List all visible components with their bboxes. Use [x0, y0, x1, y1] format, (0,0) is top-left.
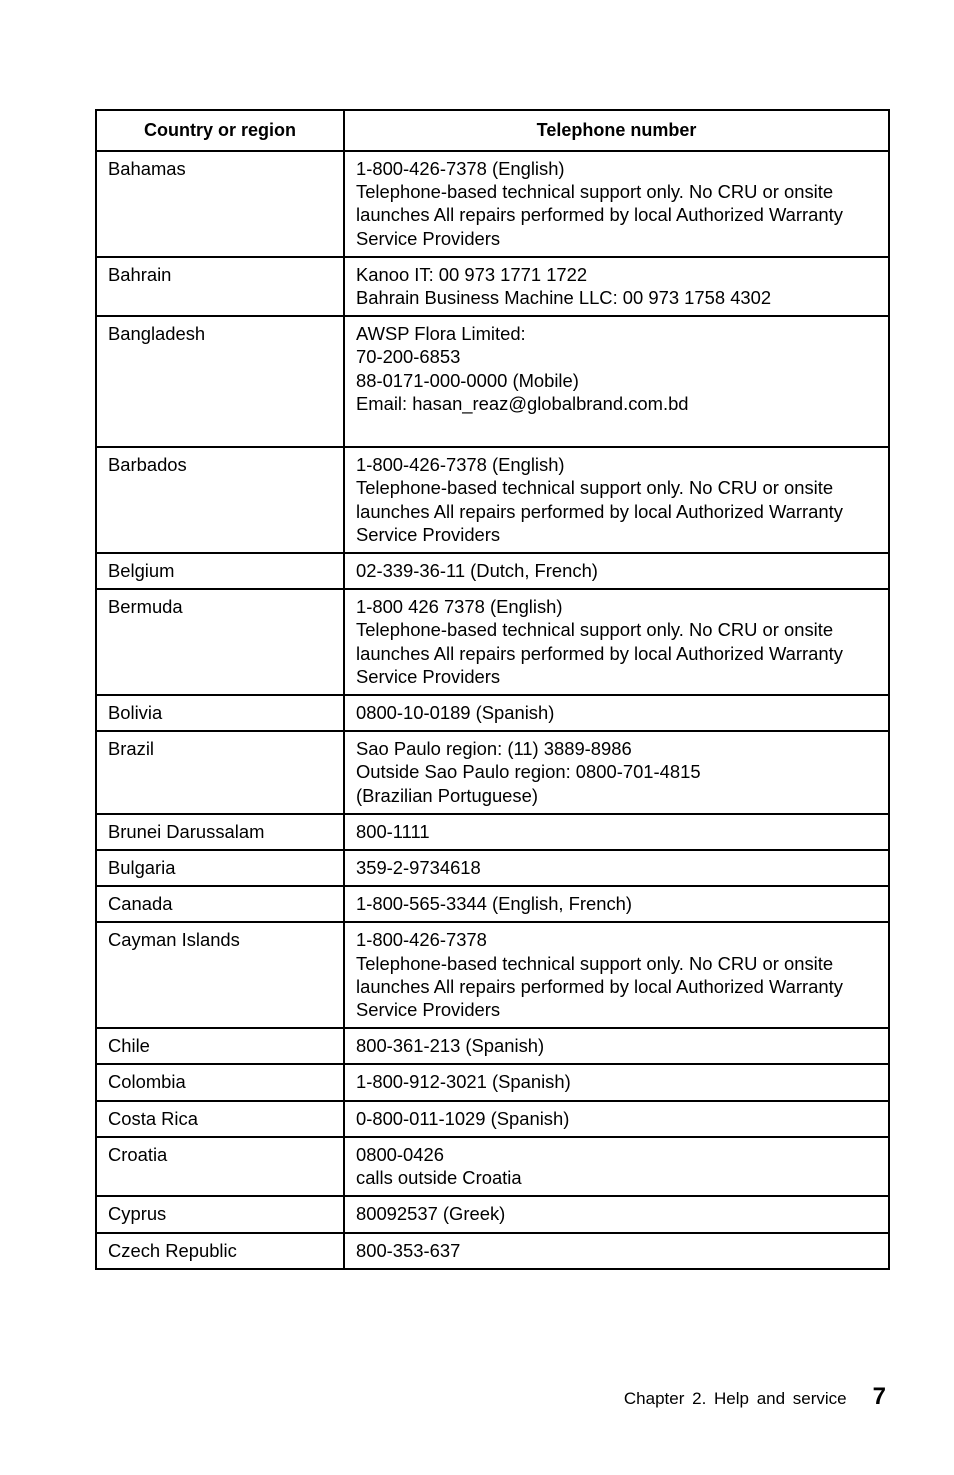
table-row	[96, 1137, 889, 1196]
table-row	[96, 922, 889, 1028]
phone-cell	[344, 886, 889, 922]
page-number: 7	[872, 1383, 886, 1410]
phone-cell	[344, 814, 889, 850]
phone-line: Outside Sao Paulo region: 0800-701-4815	[356, 761, 701, 783]
phone-line: 1-800-565-3344 (English, French)	[356, 893, 633, 915]
phone-line: Telephone-based technical support only. No CRU or onsite	[356, 477, 834, 499]
country-cell: Bulgaria	[96, 850, 344, 886]
phone-cell	[344, 447, 889, 553]
phone-line: 1-800-912-3021 (Spanish)	[356, 1071, 571, 1093]
country-cell: Colombia	[96, 1064, 344, 1100]
country-cell: Brazil	[96, 731, 344, 814]
phone-line: Telephone-based technical support only. No CRU or onsite	[356, 952, 834, 974]
phone-column-header: Telephone number	[344, 110, 889, 151]
table-row	[96, 814, 889, 850]
table-row	[96, 731, 889, 814]
country-cell: Bahrain	[96, 257, 344, 316]
phone-line: 0800-0426	[356, 1143, 444, 1165]
phone-line: Bahrain Business Machine LLC: 00 973 1758 4302	[356, 287, 772, 309]
page-footer	[624, 1383, 886, 1411]
country-column-header: Country or region	[96, 110, 344, 151]
table-row	[96, 1196, 889, 1232]
phone-line: Telephone-based technical support only. No CRU or onsite	[356, 619, 834, 641]
table-row	[96, 695, 889, 731]
phone-line: 1-800 426 7378 (English)	[356, 596, 563, 618]
country-cell: Costa Rica	[96, 1101, 344, 1137]
phone-line: 02-339-36-11 (Dutch, French)	[356, 560, 598, 582]
phone-line: launches All repairs performed by local Authorized Warranty	[356, 204, 843, 226]
phone-line: Service Providers	[356, 523, 501, 545]
country-cell: Bangladesh	[96, 316, 344, 447]
phone-line: 800-1111	[356, 820, 430, 842]
phone-cell	[344, 1196, 889, 1232]
phone-cell	[344, 1064, 889, 1100]
phone-cell	[344, 850, 889, 886]
country-cell: Barbados	[96, 447, 344, 553]
country-cell: Bolivia	[96, 695, 344, 731]
phone-cell	[344, 922, 889, 1028]
country-cell: Cayman Islands	[96, 922, 344, 1028]
table-row	[96, 1064, 889, 1100]
phone-line: Email: hasan_reaz@globalbrand.com.bd	[356, 392, 689, 414]
phone-cell	[344, 316, 889, 447]
phone-line: launches All repairs performed by local Authorized Warranty	[356, 975, 843, 997]
phone-line: Service Providers	[356, 999, 501, 1021]
phone-line: 800-361-213 (Spanish)	[356, 1035, 545, 1057]
phone-line: 88-0171-000-0000 (Mobile)	[356, 369, 579, 391]
table-row	[96, 1101, 889, 1137]
phone-cell	[344, 731, 889, 814]
phone-line: calls outside Croatia	[356, 1167, 522, 1189]
phone-line: Telephone-based technical support only. No CRU or onsite	[356, 181, 834, 203]
phone-line: (Brazilian Portuguese)	[356, 784, 538, 806]
table-body	[96, 151, 889, 1269]
phone-line: 359-2-9734618	[356, 857, 481, 879]
country-cell: Croatia	[96, 1137, 344, 1196]
phone-cell	[344, 151, 889, 257]
phone-cell	[344, 589, 889, 695]
phone-cell	[344, 695, 889, 731]
phone-cell	[344, 1028, 889, 1064]
phone-line: 0800-10-0189 (Spanish)	[356, 702, 555, 724]
support-phone-table	[95, 109, 890, 1270]
table-row	[96, 316, 889, 447]
table-row	[96, 850, 889, 886]
country-cell: Czech Republic	[96, 1233, 344, 1269]
phone-line: launches All repairs performed by local Authorized Warranty	[356, 642, 843, 664]
phone-line: 1-800-426-7378	[356, 929, 487, 951]
phone-line: 70-200-6853	[356, 346, 461, 368]
country-cell: Cyprus	[96, 1196, 344, 1232]
country-cell: Bahamas	[96, 151, 344, 257]
phone-line: 0-800-011-1029 (Spanish)	[356, 1107, 570, 1129]
phone-cell	[344, 553, 889, 589]
phone-line: Service Providers	[356, 227, 501, 249]
phone-line: Kanoo IT: 00 973 1771 1722	[356, 263, 588, 285]
phone-cell	[344, 1101, 889, 1137]
phone-cell	[344, 1137, 889, 1196]
chapter-title: Chapter 2. Help and service	[623, 1389, 847, 1408]
country-cell: Chile	[96, 1028, 344, 1064]
country-cell: Belgium	[96, 553, 344, 589]
phone-line: 80092537 (Greek)	[356, 1203, 506, 1225]
phone-line: Service Providers	[356, 665, 501, 687]
country-cell: Canada	[96, 886, 344, 922]
country-cell: Brunei Darussalam	[96, 814, 344, 850]
phone-line: Sao Paulo region: (11) 3889-8986	[356, 738, 632, 760]
phone-cell	[344, 257, 889, 316]
table-row	[96, 589, 889, 695]
phone-cell	[344, 1233, 889, 1269]
phone-line: launches All repairs performed by local Authorized Warranty	[356, 500, 843, 522]
table-row	[96, 447, 889, 553]
table-row	[96, 886, 889, 922]
table-header-row	[96, 110, 889, 151]
table-row	[96, 151, 889, 257]
country-cell: Bermuda	[96, 589, 344, 695]
table-row	[96, 1233, 889, 1269]
phone-line: 1-800-426-7378 (English)	[356, 454, 565, 476]
table-row	[96, 553, 889, 589]
table-row	[96, 1028, 889, 1064]
phone-line: AWSP Flora Limited:	[356, 323, 526, 345]
phone-line: 800-353-637	[356, 1239, 461, 1261]
table-row	[96, 257, 889, 316]
phone-line: 1-800-426-7378 (English)	[356, 158, 565, 179]
